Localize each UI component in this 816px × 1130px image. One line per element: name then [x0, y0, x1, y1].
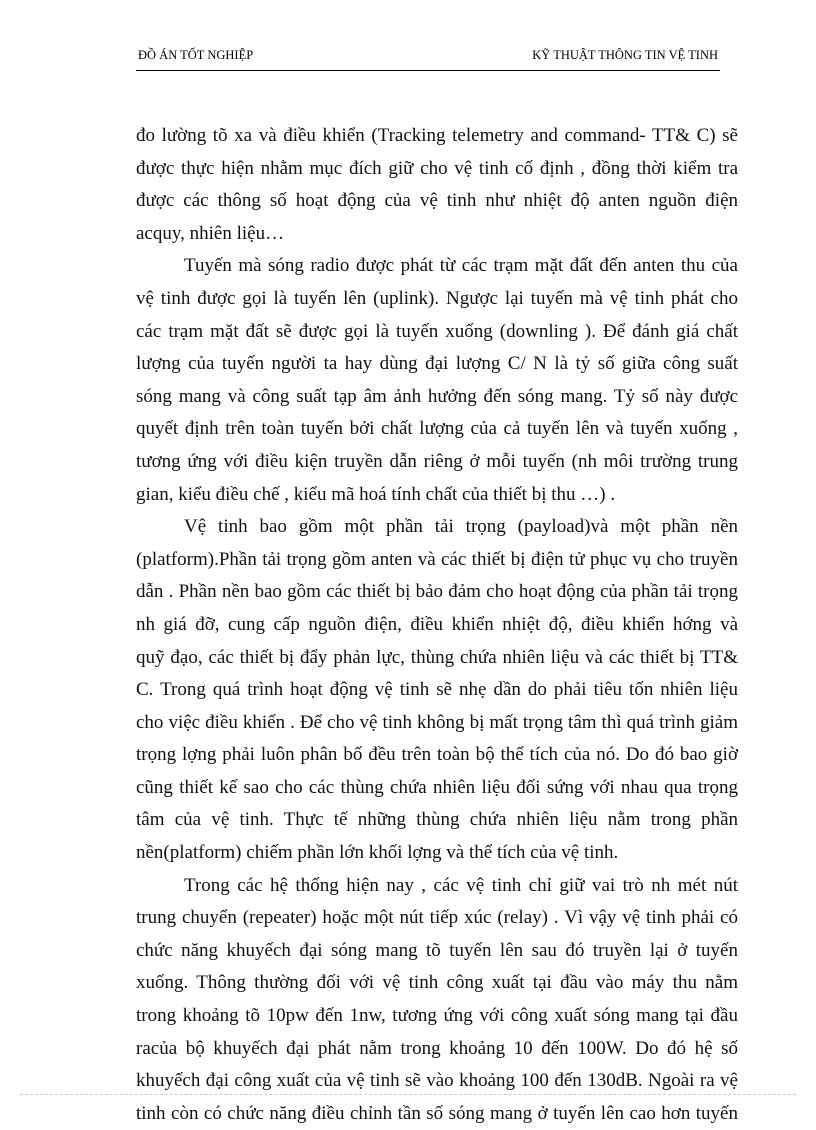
header-right-title: KỸ THUẬT THÔNG TIN VỆ TINH — [532, 48, 718, 62]
paragraph-line: được thực hiện nhằm mục đích giữ cho vệ tinh cố định , đồng thời kiểm tra — [136, 157, 738, 179]
paragraph-line: tương ứng với điều kiện truyền dẫn riêng ở mỗi tuyến (nh môi trường trung — [136, 450, 738, 472]
paragraph-line: sóng mang và công suất tạp âm ảnh hưởng đến sóng mang. Tỷ số này được — [136, 385, 738, 407]
paragraph-line: nền(platform) chiếm phần lớn khối lợng và thể tích của vệ tinh. — [136, 842, 619, 864]
paragraph-line: dẫn . Phần nền bao gồm các thiết bị bảo đảm cho hoạt động của phần tải trọng — [136, 581, 738, 603]
paragraph-line: cho việc điều khiển . Để cho vệ tinh không bị mất trọng tâm thì quá trình giảm — [136, 711, 738, 733]
header-left-title: ĐỒ ÁN TỐT NGHIỆP — [138, 48, 254, 62]
header-divider — [136, 70, 720, 71]
paragraph-line: Trong các hệ thống hiện nay , các vệ tinh chỉ giữ vai trò nh mét nút — [184, 874, 738, 896]
paragraph-line: acquy, nhiên liệu… — [136, 222, 285, 244]
paragraph-line: xuống. Thông thường đối với vệ tinh công xuất tại đầu vào máy thu nằm — [136, 972, 738, 994]
paragraph-line: khuyếch đại công xuất của vệ tinh sẽ vào khoảng 100 đến 130dB. Ngoài ra vệ — [136, 1070, 738, 1092]
paragraph-line: (platform).Phần tải trọng gồm anten và các thiết bị điện tử phục vụ cho truyền — [136, 548, 738, 570]
paragraph-line: cũng thiết kế sao cho các thùng chứa nhiên liệu đối sứng với nhau qua trọng — [136, 776, 738, 798]
paragraph-line: trong khoảng tõ 10pw đến 1nw, tương ứng với công xuất sóng mang tại đầu — [136, 1005, 738, 1027]
page-header — [138, 48, 718, 66]
paragraph-line: lượng của tuyến người ta hay dùng đại lượng C/ N là tỷ số giữa công suất — [136, 353, 738, 375]
paragraph-line: chức năng khuyếch đại sóng mang tõ tuyến lên sau đó truyền lại ở tuyến — [136, 939, 738, 961]
paragraph-line: tinh còn có chức năng điều chỉnh tần số sóng mang ở tuyến lên cao hơn tuyến — [136, 1102, 738, 1124]
paragraph-line: đo lường tõ xa và điều khiển (Tracking telemetry and command- TT& C) sẽ — [136, 125, 738, 146]
footer-divider — [20, 1094, 796, 1095]
paragraph-line: nh giá đỡ, cung cấp nguồn điện, điều khiển nhiệt độ, điều khiển hớng và — [136, 613, 738, 635]
paragraph-line: tâm của vệ tinh. Thực tế những thùng chứa nhiên liệu nằm trong phần — [136, 809, 738, 831]
paragraph-line: vệ tinh được gọi là tuyến lên (uplink). Ngược lại tuyến mà vệ tinh phát cho — [136, 287, 738, 309]
paragraph-line: Vệ tinh bao gồm một phần tải trọng (payload)và một phần nền — [184, 516, 738, 538]
paragraph-line: trọng lợng phải luôn phân bố đều trên toàn bộ thể tích của nó. Do đó bao giờ — [136, 744, 738, 766]
paragraph-line: quyết định trên toàn tuyến bởi chất lượng của cả tuyến lên và tuyến xuống , — [136, 418, 738, 440]
body-text — [136, 120, 738, 1130]
paragraph-line: quỹ đạo, các thiết bị đẩy phản lực, thùng chứa nhiên liệu và các thiết bị TT& — [136, 646, 738, 668]
paragraph-line: C. Trong quá trình hoạt động vệ tinh sẽ nhẹ dần do phải tiêu tốn nhiên liệu — [136, 679, 738, 701]
paragraph-line: trung chuyển (repeater) hoặc một nút tiếp xúc (relay) . Vì vậy vệ tinh phải có — [136, 907, 738, 929]
paragraph-line: được các thông số hoạt động của vệ tinh như nhiệt độ anten nguồn điện — [136, 190, 738, 212]
paragraph-line: Tuyến mà sóng radio được phát từ các trạm mặt đất đến anten thu của — [184, 255, 738, 277]
paragraph-line: các trạm mặt đất sẽ được gọi là tuyến xuống (downling ). Để đánh giá chất — [136, 320, 738, 342]
paragraph-line: gian, kiểu điều chế , kiểu mã hoá tính chất của thiết bị thu …) . — [136, 483, 616, 505]
paragraph-line: racủa bộ khuyếch đại phát nằm trong khoảng 10 đến 100W. Do đó hệ số — [136, 1037, 738, 1059]
